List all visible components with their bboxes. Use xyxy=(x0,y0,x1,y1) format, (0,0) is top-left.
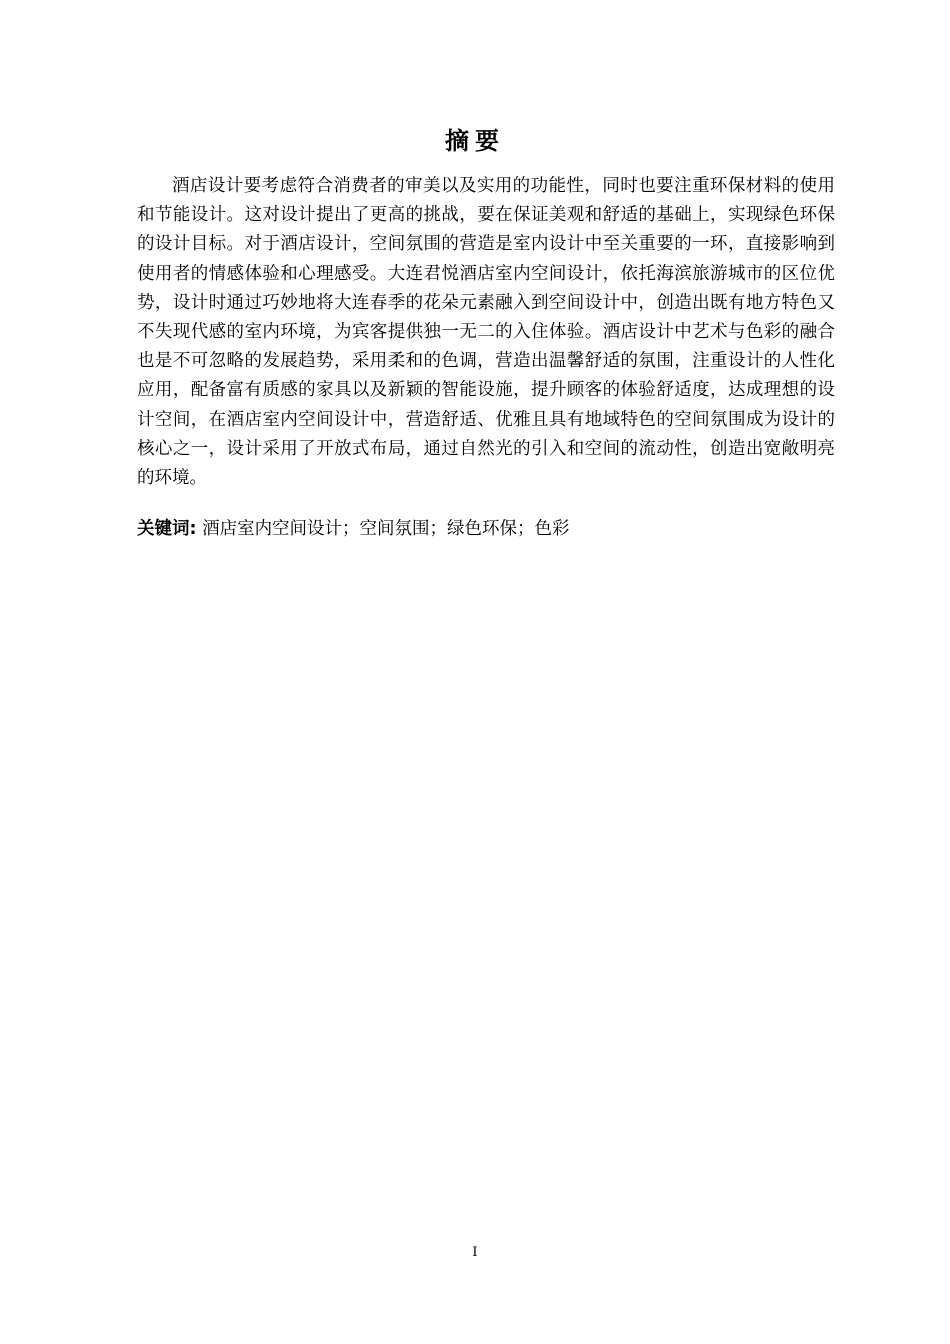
keywords-text: 酒店室内空间设计；空间氛围；绿色环保；色彩 xyxy=(196,519,570,539)
abstract-paragraph: 酒店设计要考虑符合消费者的审美以及实用的功能性，同时也要注重环保材料的使用和节能设计。这对设计提出了更高的挑战，要在保证美观和舒适的基础上，实现绿色环保的设计目标。对于酒店设计，空间氛围的营造是室内设计中至关重要的一环，直接影响到使用者的情感体验和心理感受。大连君悦酒店室内空间设计，依托海滨旅游城市的区位优势，设计时通过巧妙地将大连春季的花朵元素融入到空间设计中，创造出既有地方特色又不失现代感的室内环境，为宾客提供独一无二的入住体验。酒店设计中艺术与色彩的融合也是不可忽略的发展趋势，采用柔和的色调，营造出温馨舒适的氛围，注重设计的人性化应用，配备富有质感的家具以及新颖的智能设施，提升顾客的体验舒适度，达成理想的设计空间，在酒店室内空间设计中，营造舒适、优雅且具有地域特色的空间氛围成为设计的核心之一，设计采用了开放式布局，通过自然光的引入和空间的流动性，创造出宽敞明亮的环境。 xyxy=(137,176,835,489)
keywords-line xyxy=(137,515,835,544)
page-number: I xyxy=(472,1245,478,1260)
abstract-title: 摘要 xyxy=(445,127,505,155)
keywords-label: 关键词: xyxy=(137,519,197,539)
